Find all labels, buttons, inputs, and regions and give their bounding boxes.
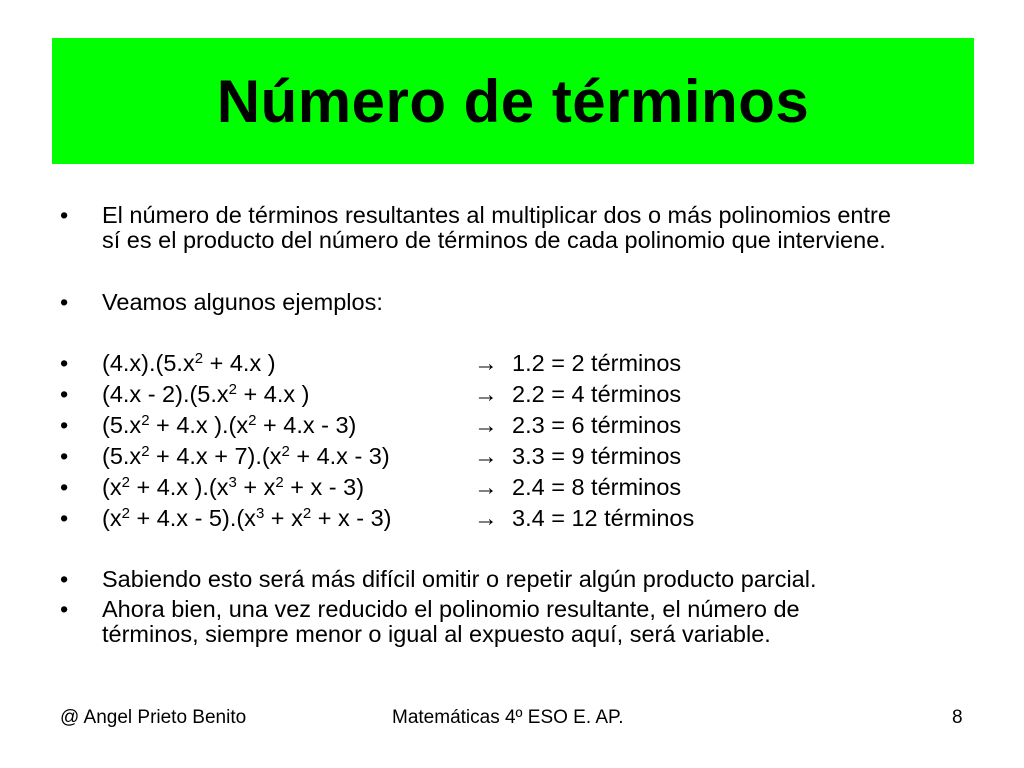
footer-page-number: 8 — [952, 707, 963, 728]
arrow-right-icon: → — [474, 474, 498, 500]
example-expression: ($x^2 + 4.x$ )$.(x^3 + x^2 + x - 3)$ — [102, 474, 365, 500]
exponent: 2 — [281, 443, 290, 460]
sabiendo-text: Sabiendo esto será más difícil omitir o repetir algún producto parcial. — [102, 566, 817, 592]
example-result-text: 1.2 = 2 términos — [512, 350, 682, 376]
exponent: 2 — [141, 443, 150, 460]
page-title: Número de términos — [216, 67, 810, 135]
bullet-icon: • — [60, 412, 69, 438]
bullet-icon: • — [60, 289, 69, 315]
arrow-right-icon: → — [474, 505, 498, 531]
bullet-icon: • — [60, 505, 69, 531]
exponent: 2 — [275, 474, 284, 491]
arrow-right-icon: → — [474, 443, 498, 469]
exponent: 2 — [141, 412, 150, 429]
example-result-text: 2.4 = 8 términos — [512, 474, 682, 500]
example-result-text: 2.2 = 4 términos — [512, 381, 682, 407]
example-result — [474, 442, 681, 471]
example-result — [474, 473, 681, 502]
bullet-icon: • — [60, 381, 69, 407]
example-result — [474, 411, 681, 440]
intro-line-2: sí es el producto del número de términos de cada polinomio que interviene. — [102, 227, 886, 253]
bullet-icon: • — [60, 596, 69, 622]
bullet-icon: • — [60, 350, 69, 376]
example-expression: $(x^2 + 4.x - 5).(x^3 + x^2 + x - 3)$ — [102, 505, 392, 531]
example-result-text: 3.3 = 9 términos — [512, 443, 682, 469]
exponent: 3 — [228, 474, 237, 491]
example-expression: $(4.x).(5.x^2 + 4.x$ ) — [102, 350, 276, 376]
bullet-icon: • — [60, 443, 69, 469]
bullet-icon: • — [60, 202, 69, 228]
example-expression: ($5.x^2 + 4.x$ )$.(x^2 + 4.x - 3)$ — [102, 412, 357, 438]
footer-author: @ Angel Prieto Benito — [60, 707, 247, 728]
arrow-right-icon: → — [474, 350, 498, 376]
exponent: 3 — [255, 505, 265, 522]
ahora-line-2: términos, siempre menor o igual al expuesto aquí, será variable. — [102, 621, 771, 647]
example-expression: $(4.x - 2).(5.x^2 + 4.x$ ) — [102, 381, 310, 407]
arrow-right-icon: → — [474, 381, 498, 407]
exponent: 2 — [194, 350, 204, 367]
example-result-text: 3.4 = 12 términos — [512, 505, 695, 531]
footer-course: Matemáticas 4º ESO E. AP. — [392, 707, 624, 728]
bullet-icon: • — [60, 474, 69, 500]
bullet-icon: • — [60, 566, 69, 592]
example-result — [474, 349, 681, 378]
exponent: 2 — [302, 505, 312, 522]
exponent: 2 — [248, 412, 257, 429]
examples-heading: Veamos algunos ejemplos: — [102, 289, 383, 315]
example-result — [474, 504, 694, 533]
example-expression: $(5.x^2 + 4.x + 7).(x^2 + 4.x - 3)$ — [102, 443, 390, 469]
intro-line-1: El número de términos resultantes al multiplicar dos o más polinomios entre — [102, 202, 891, 228]
example-result-text: 2.3 = 6 términos — [512, 412, 682, 438]
exponent: 2 — [121, 505, 130, 522]
exponent: 2 — [228, 381, 238, 398]
arrow-right-icon: → — [474, 412, 498, 438]
example-result — [474, 380, 681, 409]
ahora-line-1: Ahora bien, una vez reducido el polinomio resultante, el número de — [102, 596, 800, 622]
exponent: 2 — [121, 474, 130, 491]
